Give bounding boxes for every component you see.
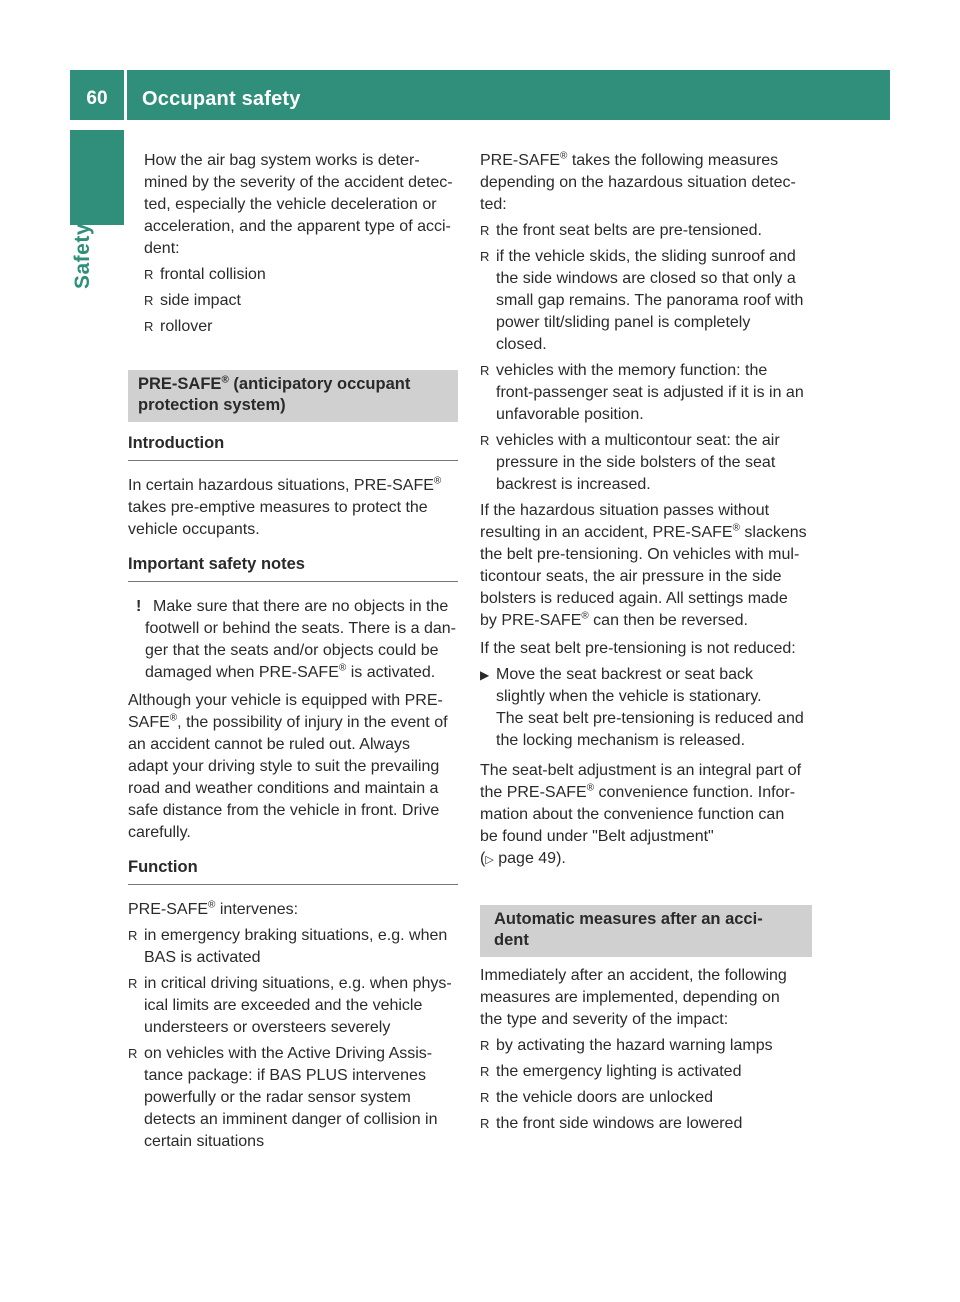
introduction-heading: Introduction: [128, 432, 458, 461]
action-arrow-icon: ▶: [480, 668, 490, 682]
right-column: [480, 150, 812, 1139]
notes-paragraph: Although your vehicle is equipped with PRE- SAFE®, the possibility of injury in the event of an accident cannot be ruled out. Always adapt your driving style to suit the prevailing road and weather conditions and maintain a safe distance from the vehicle in front. Drive carefully.: [128, 692, 448, 841]
page-number: 60: [86, 88, 108, 109]
bullet-icon: R: [128, 976, 138, 991]
left-column: [128, 150, 458, 1157]
bullet-icon: R: [480, 1064, 490, 1079]
list-item: R in critical driving situations, e.g. when phys- ical limits are exceeded and the vehicle understeers or oversteers severely: [128, 975, 452, 1036]
not-reduced-text: If the seat belt pre-tensioning is not reduced:: [480, 640, 796, 657]
header-divider: [124, 70, 127, 120]
measures-list: [480, 220, 812, 496]
warning-icon: !: [136, 598, 142, 615]
list-item: R by activating the hazard warning lamps: [480, 1035, 812, 1057]
text-line: How the air bag system works is deter-: [144, 152, 420, 169]
function-section: PRE-SAFE® intervenes: R in emergency braking situations, e.g. when BAS is activated R in critical driving situations, e.g. when phys- ical limits are exceeded and the vehicle understeers or oversteers severely R on vehicles with the Active Driving Assis- tance package: if BAS PLUS intervenes powerfully or the radar sensor system detects an imminent danger of collision in certain situations: [128, 899, 458, 1153]
list-item: R if the vehicle skids, the sliding sunroof and the side windows are closed so that only a small gap remains. The panorama roof with power tilt/sliding panel is completely closed.: [480, 248, 804, 353]
text-line: ted, especially the vehicle deceleration or: [144, 196, 437, 213]
list-item: R rollover: [144, 316, 458, 338]
side-tab-label: Safety: [71, 222, 94, 289]
list-item: R vehicles with the memory function: the front-passenger seat is adjusted if it is in an unfavorable position.: [480, 362, 804, 423]
side-tab-block: [70, 130, 124, 225]
action-step: ▶ Move the seat backrest or seat back slightly when the vehicle is stationary. The seat belt pre-tensioning is reduced and the locking mechanism is released.: [480, 666, 804, 749]
bullet-icon: R: [144, 293, 154, 308]
function-heading: Function: [128, 856, 458, 885]
collision-type-list: [144, 264, 458, 338]
bullet-icon: R: [480, 1038, 490, 1053]
bullet-icon: R: [480, 1090, 490, 1105]
list-item: R the emergency lighting is activated: [480, 1061, 812, 1083]
warning-note: ! Make sure that there are no objects in the footwell or behind the seats. There is a dan- ger that the seats and/or objects could be damaged when PRE-SAFE® is activated.: [136, 598, 456, 681]
list-item: R on vehicles with the Active Driving Assis- tance package: if BAS PLUS intervenes powerfully or the radar sensor system detects an imminent danger of collision in certain situations: [128, 1045, 438, 1150]
list-item: R the vehicle doors are unlocked: [480, 1087, 812, 1109]
bullet-icon: R: [128, 1046, 138, 1061]
airbag-intro: [144, 150, 458, 338]
introduction-text: In certain hazardous situations, PRE-SAFE® takes pre-emptive measures to protect the vehicle occupants.: [128, 475, 442, 538]
bullet-icon: R: [480, 249, 490, 264]
bullet-icon: R: [144, 267, 154, 282]
hazard-paragraph: If the hazardous situation passes without resulting in an accident, PRE-SAFE® slackens the belt pre-tensioning. On vehicles with mul- ticontour seats, the air pressure in the side bolsters is reduced again. All settings made by PRE-SAFE® can then be reversed.: [480, 502, 807, 629]
list-item: R vehicles with a multicontour seat: the air pressure in the side bolsters of the seat backrest is increased.: [480, 432, 780, 493]
bullet-icon: R: [128, 928, 138, 943]
automatic-intro: Immediately after an accident, the following measures are implemented, depending on the type and severity of the impact:: [480, 967, 787, 1028]
text-line: acceleration, and the apparent type of acci-: [144, 218, 451, 235]
text-line: mined by the severity of the accident detec-: [144, 174, 453, 191]
bullet-icon: R: [480, 223, 490, 238]
automatic-measures-list: [480, 1035, 812, 1135]
pre-safe-section-title: PRE-SAFE® (anticipatory occupant protection system): [128, 370, 458, 422]
text-line: dent:: [144, 240, 180, 257]
page-ref-triangle-icon: ▷: [485, 854, 494, 866]
bullet-icon: R: [144, 319, 154, 334]
page-reference-link[interactable]: (▷ page 49).: [480, 850, 566, 867]
measures-intro: PRE-SAFE® takes the following measures depending on the hazardous situation detec- ted:: [480, 150, 796, 213]
list-item: R frontal collision: [144, 264, 458, 286]
page-title: Occupant safety: [142, 88, 301, 110]
bullet-icon: R: [480, 1116, 490, 1131]
list-item: R in emergency braking situations, e.g. when BAS is activated: [128, 927, 448, 966]
bullet-icon: R: [480, 363, 490, 378]
list-item: R side impact: [144, 290, 458, 312]
adjustment-paragraph: The seat-belt adjustment is an integral part of the PRE-SAFE® convenience function. Infor- mation about the convenience function can be found under "Belt adjustment" (▷ page 49).: [480, 760, 812, 871]
bullet-icon: R: [480, 433, 490, 448]
automatic-measures-section-title: Automatic measures after an acci- dent: [480, 905, 812, 957]
list-item: R the front side windows are lowered: [480, 1113, 812, 1135]
list-item: R the front seat belts are pre-tensioned.: [480, 220, 812, 242]
function-list: [128, 925, 458, 1153]
safety-notes-heading: Important safety notes: [128, 553, 458, 582]
